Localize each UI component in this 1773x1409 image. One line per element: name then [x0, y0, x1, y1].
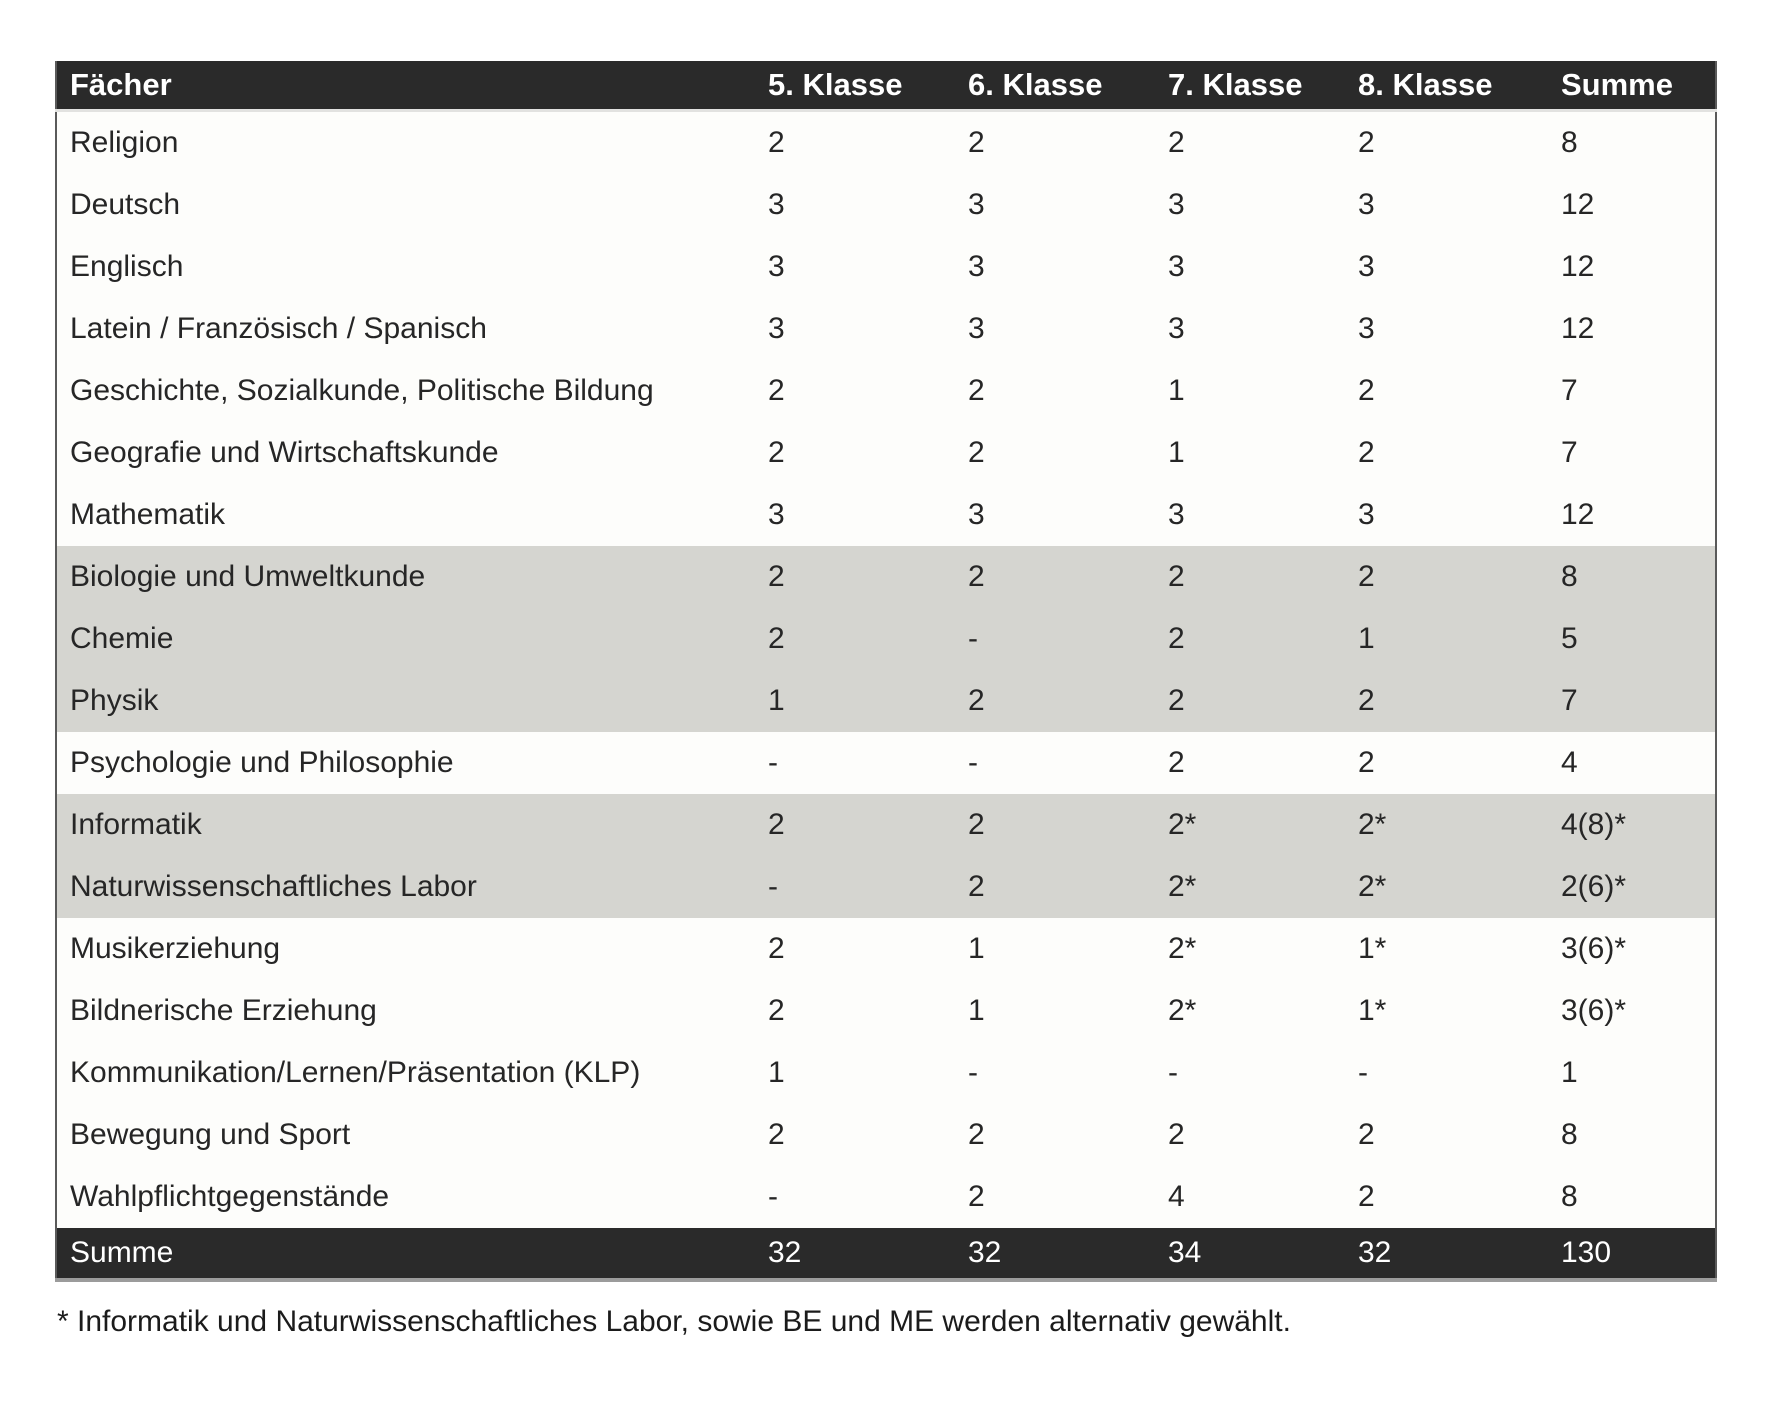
value-cell: 2: [1358, 670, 1561, 732]
value-cell: 3: [1358, 484, 1561, 546]
value-cell: 3: [1168, 236, 1358, 298]
value-cell: 2: [1358, 732, 1561, 794]
table-row: [56, 111, 1716, 175]
value-cell: 3: [768, 484, 968, 546]
value-cell: 8: [1561, 546, 1716, 608]
value-cell: 3: [1358, 174, 1561, 236]
value-cell: 3: [968, 484, 1168, 546]
value-cell: 2*: [1358, 856, 1561, 918]
value-cell: 2*: [1168, 794, 1358, 856]
subject-cell: Englisch: [56, 236, 768, 298]
subject-cell: Physik: [56, 670, 768, 732]
subject-cell: Biologie und Umweltkunde: [56, 546, 768, 608]
table-row: [56, 1042, 1716, 1104]
value-cell: 2: [1358, 1104, 1561, 1166]
value-cell: 1: [1168, 360, 1358, 422]
value-cell: -: [968, 1042, 1168, 1104]
table-row: [56, 1104, 1716, 1166]
value-cell: 3: [1358, 298, 1561, 360]
column-header: 6. Klasse: [968, 61, 1168, 111]
value-cell: -: [968, 732, 1168, 794]
subject-cell: Psychologie und Philosophie: [56, 732, 768, 794]
value-cell: 8: [1561, 1104, 1716, 1166]
table-row: [56, 794, 1716, 856]
subject-cell: Informatik: [56, 794, 768, 856]
value-cell: 2: [1168, 608, 1358, 670]
value-cell: 3(6)*: [1561, 980, 1716, 1042]
subject-cell: Geografie und Wirtschaftskunde: [56, 422, 768, 484]
subject-cell: Naturwissenschaftliches Labor: [56, 856, 768, 918]
value-cell: 2: [1168, 670, 1358, 732]
value-cell: 8: [1561, 111, 1716, 175]
table-row: [56, 918, 1716, 980]
value-cell: 1: [768, 670, 968, 732]
value-cell: 2: [1358, 111, 1561, 175]
value-cell: 2: [768, 546, 968, 608]
subject-cell: Wahlpflichtgegenstände: [56, 1166, 768, 1228]
subject-cell: Bewegung und Sport: [56, 1104, 768, 1166]
value-cell: 12: [1561, 298, 1716, 360]
value-cell: 2: [1168, 1104, 1358, 1166]
value-cell: 2: [968, 360, 1168, 422]
value-cell: 3(6)*: [1561, 918, 1716, 980]
value-cell: 2: [968, 856, 1168, 918]
value-cell: 2: [768, 422, 968, 484]
value-cell: 3: [768, 174, 968, 236]
summary-value-cell: 130: [1561, 1228, 1716, 1280]
subject-cell: Musikerziehung: [56, 918, 768, 980]
table-row: [56, 360, 1716, 422]
column-header: 8. Klasse: [1358, 61, 1561, 111]
subject-cell: Mathematik: [56, 484, 768, 546]
value-cell: 3: [968, 298, 1168, 360]
value-cell: 3: [768, 236, 968, 298]
value-cell: 7: [1561, 670, 1716, 732]
value-cell: 12: [1561, 174, 1716, 236]
table-row: [56, 484, 1716, 546]
value-cell: 1*: [1358, 980, 1561, 1042]
value-cell: 2: [968, 546, 1168, 608]
value-cell: 2: [1358, 1166, 1561, 1228]
column-header: Fächer: [56, 61, 768, 111]
subject-cell: Kommunikation/Lernen/Präsentation (KLP): [56, 1042, 768, 1104]
curriculum-table: [55, 61, 1717, 1282]
value-cell: 3: [1168, 484, 1358, 546]
subject-cell: Bildnerische Erziehung: [56, 980, 768, 1042]
subject-cell: Religion: [56, 111, 768, 175]
value-cell: 1: [1561, 1042, 1716, 1104]
value-cell: 2: [1358, 546, 1561, 608]
summary-row: [56, 1228, 1716, 1280]
value-cell: 5: [1561, 608, 1716, 670]
value-cell: -: [1358, 1042, 1561, 1104]
value-cell: 2(6)*: [1561, 856, 1716, 918]
value-cell: 3: [968, 174, 1168, 236]
value-cell: 3: [968, 236, 1168, 298]
table-row: [56, 422, 1716, 484]
table-row: [56, 608, 1716, 670]
value-cell: 3: [1358, 236, 1561, 298]
value-cell: 3: [768, 298, 968, 360]
subject-cell: Deutsch: [56, 174, 768, 236]
summary-label-cell: Summe: [56, 1228, 768, 1280]
value-cell: 2: [1168, 732, 1358, 794]
value-cell: -: [968, 608, 1168, 670]
value-cell: 8: [1561, 1166, 1716, 1228]
value-cell: 1: [968, 980, 1168, 1042]
value-cell: -: [768, 1166, 968, 1228]
table-row: [56, 236, 1716, 298]
table-body: [56, 111, 1716, 1229]
value-cell: 2: [968, 794, 1168, 856]
value-cell: 2*: [1358, 794, 1561, 856]
header-row: [56, 61, 1716, 111]
value-cell: -: [768, 732, 968, 794]
summary-value-cell: 32: [768, 1228, 968, 1280]
value-cell: 1: [968, 918, 1168, 980]
value-cell: 7: [1561, 360, 1716, 422]
value-cell: 2: [968, 1166, 1168, 1228]
summary-value-cell: 34: [1168, 1228, 1358, 1280]
value-cell: 2: [768, 1104, 968, 1166]
subject-cell: Chemie: [56, 608, 768, 670]
value-cell: 1: [1358, 608, 1561, 670]
table-row: [56, 732, 1716, 794]
value-cell: 2: [968, 111, 1168, 175]
value-cell: 2: [968, 670, 1168, 732]
table-row: [56, 174, 1716, 236]
column-header: 7. Klasse: [1168, 61, 1358, 111]
column-header: 5. Klasse: [768, 61, 968, 111]
value-cell: 7: [1561, 422, 1716, 484]
subject-cell: Latein / Französisch / Spanisch: [56, 298, 768, 360]
table-row: [56, 856, 1716, 918]
summary-value-cell: 32: [1358, 1228, 1561, 1280]
value-cell: 2: [1168, 111, 1358, 175]
curriculum-table-container: [55, 61, 1715, 1282]
value-cell: 2: [768, 608, 968, 670]
table-row: [56, 1166, 1716, 1228]
value-cell: 4(8)*: [1561, 794, 1716, 856]
value-cell: 4: [1168, 1166, 1358, 1228]
value-cell: 1: [1168, 422, 1358, 484]
footnote: * Informatik und Naturwissenschaftliches Labor, sowie BE und ME werden alternativ gewählt.: [57, 1305, 1291, 1338]
value-cell: 4: [1561, 732, 1716, 794]
value-cell: 3: [1168, 298, 1358, 360]
table-row: [56, 980, 1716, 1042]
subject-cell: Geschichte, Sozialkunde, Politische Bildung: [56, 360, 768, 422]
summary-value-cell: 32: [968, 1228, 1168, 1280]
value-cell: 2: [768, 111, 968, 175]
value-cell: -: [768, 856, 968, 918]
value-cell: 2: [1168, 546, 1358, 608]
value-cell: 2: [768, 918, 968, 980]
table-row: [56, 298, 1716, 360]
value-cell: 2: [1358, 422, 1561, 484]
value-cell: 2*: [1168, 856, 1358, 918]
value-cell: 2: [968, 1104, 1168, 1166]
value-cell: 12: [1561, 484, 1716, 546]
value-cell: 2*: [1168, 980, 1358, 1042]
value-cell: 12: [1561, 236, 1716, 298]
value-cell: 2: [768, 360, 968, 422]
value-cell: 2: [1358, 360, 1561, 422]
value-cell: 2*: [1168, 918, 1358, 980]
table-row: [56, 546, 1716, 608]
value-cell: 1*: [1358, 918, 1561, 980]
value-cell: -: [1168, 1042, 1358, 1104]
value-cell: 2: [968, 422, 1168, 484]
column-header: Summe: [1561, 61, 1716, 111]
value-cell: 1: [768, 1042, 968, 1104]
value-cell: 3: [1168, 174, 1358, 236]
value-cell: 2: [768, 980, 968, 1042]
value-cell: 2: [768, 794, 968, 856]
table-row: [56, 670, 1716, 732]
